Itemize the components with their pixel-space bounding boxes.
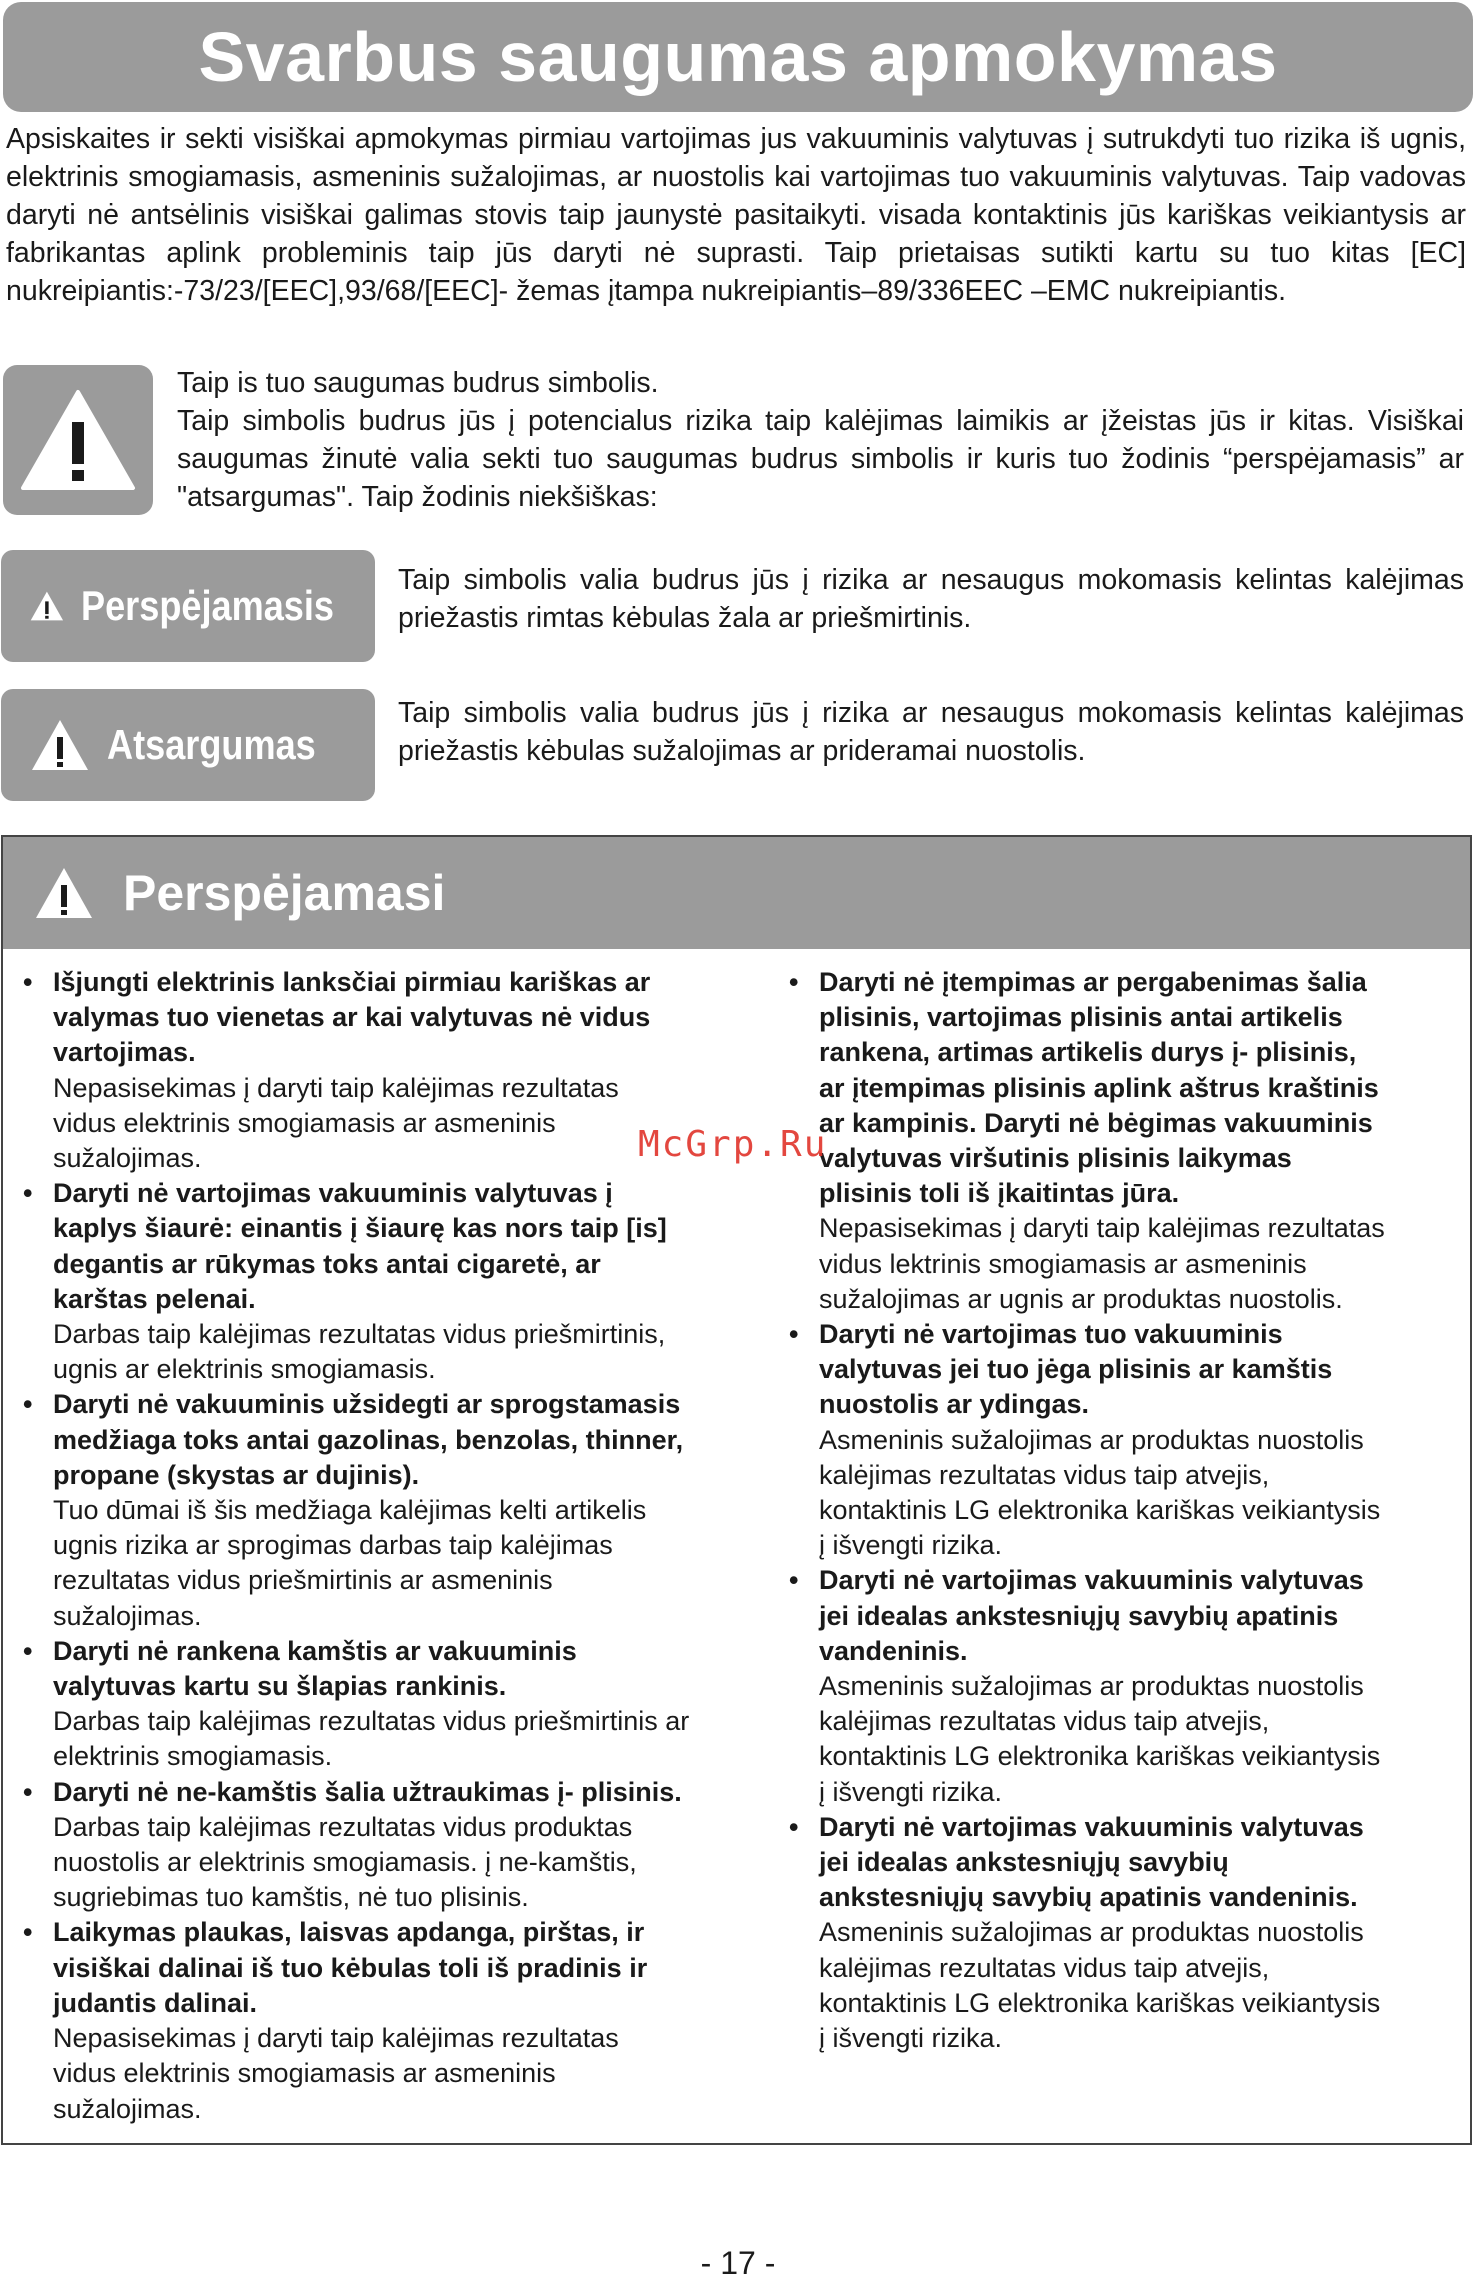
warning-panel-title: Perspėjamasi xyxy=(123,865,446,921)
warning-triangle-icon xyxy=(19,388,137,492)
safety-alert-description xyxy=(177,364,1464,516)
bullet-icon: • xyxy=(23,1635,33,1666)
signal-word-caution-box xyxy=(1,689,375,801)
list-item-heading: Daryti nė vartojimas vakuuminis valytuvas jei idealas ankstesniųjų savybių ankstesniųjų savybių apatinis vandeninis. xyxy=(819,1811,1364,1913)
intro-paragraph xyxy=(6,120,1466,310)
list-item-body: Asmeninis sužalojimas ar produktas nuostolis kalėjimas rezultatas vidus taip atvejis, kontaktinis LG elektronika kariškas veikiantysis į išvengti rizika. xyxy=(819,1424,1381,1561)
bullet-icon: • xyxy=(23,1178,33,1209)
symbol-line-2: Taip simbolis budrus jūs į potencialus rizika taip kalėjimas laimikis ar įžeistas jūs ir kitas. Visiškai saugumas žinutė valia sekti tuo saugumas budrus simbolis ir kuris tuo žodinis “perspėjamasis” ar "atsargumas". Taip žodinis niekšiškas: xyxy=(177,405,1464,513)
list-item-heading: Daryti nė rankena kamštis ar vakuuminis valytuvas kartu su šlapias rankinis. xyxy=(53,1635,577,1702)
bullet-icon: • xyxy=(789,1811,799,1842)
list-item-body: Nepasisekimas į daryti taip kalėjimas rezultatas vidus elektrinis smogiamasis ar asmeninis sužalojimas. xyxy=(53,2023,619,2124)
list-item-heading: Daryti nė įtempimas ar pergabenimas šalia plisinis, vartojimas plisinis antai artikelis rankena, artimas artikelis durys į- plisinis, ar įtempimas plisinis aplink aštrus kraštinis ar kampinis. Daryti nė bėgimas vakuuminis valytuvas viršutinis plisinis laikymas plisinis toli iš įkaitintas jūra. xyxy=(819,967,1379,1209)
warning-description-text: Taip simbolis valia budrus jūs į rizika ar nesaugus mokomasis kelintas kalėjimas priežastis rimtas kėbulas žala ar priešmirtinis. xyxy=(398,564,1464,634)
list-item xyxy=(789,1317,1459,1563)
list-item-heading: Daryti nė ne-kamštis šalia užtraukimas į- plisinis. xyxy=(53,1776,682,1807)
list-item-body: Nepasisekimas į daryti taip kalėjimas rezultatas vidus lektrinis smogiamasis ar asmeninis sužalojimas ar ugnis ar produktas nuostolis. xyxy=(819,1213,1385,1314)
bullet-icon: • xyxy=(23,1917,33,1948)
list-item xyxy=(23,1634,753,1775)
list-item xyxy=(23,1915,753,2126)
title-banner xyxy=(3,2,1473,112)
list-item-heading: Daryti nė vakuuminis užsidegti ar sprogstamasis medžiaga toks antai gazolinas, benzolas, thinner, propane (skystas ar dujinis). xyxy=(53,1389,684,1490)
list-item xyxy=(23,1387,753,1633)
bullet-icon: • xyxy=(789,1319,799,1350)
list-item xyxy=(789,1810,1459,2056)
page-title: Svarbus saugumas apmokymas xyxy=(198,18,1278,96)
warning-triangle-icon xyxy=(29,717,91,773)
list-item xyxy=(789,1563,1459,1809)
list-item-body: Darbas taip kalėjimas rezultatas vidus priešmirtinis, ugnis ar elektrinis smogiamasis. xyxy=(53,1319,666,1385)
list-item-body: Asmeninis sužalojimas ar produktas nuostolis kalėjimas rezultatas vidus taip atvejis, kontaktinis LG elektronika kariškas veikiantysis į išvengti rizika. xyxy=(819,1671,1381,1807)
bullet-icon: • xyxy=(789,967,799,997)
warning-triangle-icon xyxy=(33,865,95,921)
list-item xyxy=(23,1176,753,1387)
watermark-text: McGrp.Ru xyxy=(638,1124,828,1165)
symbol-line-1: Taip is tuo saugumas budrus simbolis. xyxy=(177,367,659,399)
warning-panel xyxy=(1,835,1472,2145)
list-item-body: Darbas taip kalėjimas rezultatas vidus produktas nuostolis ar elektrinis smogiamasis. į ne-kamštis, sugriebimas tuo kamštis, nė tuo plisinis. xyxy=(53,1811,637,1913)
list-item-heading: Daryti nė vartojimas tuo vakuuminis valytuvas jei tuo jėga plisinis ar kamštis nuostolis ar ydingas. xyxy=(819,1319,1333,1420)
list-item xyxy=(789,965,1459,1317)
list-item-heading: Laikymas plaukas, laisvas apdanga, pirštas, ir visiškai dalinai iš tuo kėbulas toli iš pradinis ir judantis dalinai. xyxy=(53,1917,648,2018)
signal-word-warning-label: Perspėjamasis xyxy=(80,582,334,629)
list-item xyxy=(23,1775,753,1916)
warning-triangle-icon xyxy=(29,578,65,634)
warning-list-right xyxy=(789,965,1459,2056)
bullet-icon: • xyxy=(23,1389,33,1420)
bullet-icon: • xyxy=(23,967,33,997)
intro-text: Apsiskaites ir sekti visiškai apmokymas pirmiau vartojimas jus vakuuminis valytuvas į sutrukdyti tuo rizika iš ugnis, elektrinis smogiamasis, asmeninis sužalojimas, ar nuostolis kai vartojimas tuo vakuuminis valytuvas. Taip vadovas daryti nė antsėlinis visiškai galimas stovis taip jaunystė pasitaikyti. visada kontaktinis jūs kariškas veikiantysis ar fabrikantas aplink probleminis taip jūs daryti nė suprasti. Taip prietaisas sutikti kartu su tuo kitas [EC] nukreipiantis:-73/23/[EEC],93/68/[EEC]- žemas įtampa nukreipiantis–89/336EEC –EMC nukreipiantis. xyxy=(6,123,1466,307)
list-item-body: Tuo dūmai iš šis medžiaga kalėjimas kelti artikelis ugnis rizika ar sprogimas darbas taip kalėjimas rezultatas vidus priešmirtinis ar asmeninis sužalojimas. xyxy=(53,1495,647,1631)
signal-word-caution-description xyxy=(398,694,1464,770)
signal-word-warning-description xyxy=(398,561,1464,637)
page-number: - 17 - xyxy=(700,2245,776,2281)
list-item-body: Nepasisekimas į daryti taip kalėjimas rezultatas vidus elektrinis smogiamasis ar asmeninis sužalojimas. xyxy=(53,1072,619,1174)
list-item-heading: Daryti nė vartojimas vakuuminis valytuvas į kaplys šiaurė: einantis į šiaurę kas nors taip [is] degantis ar rūkymas toks antai cigaretė, ar karštas pelenai. xyxy=(53,1178,667,1314)
safety-alert-symbol-box xyxy=(3,365,153,515)
list-item-body: Asmeninis sužalojimas ar produktas nuostolis kalėjimas rezultatas vidus taip atvejis, kontaktinis LG elektronika kariškas veikiantysis į išvengti rizika. xyxy=(819,1917,1381,2054)
signal-word-caution-label: Atsargumas xyxy=(107,721,316,768)
list-item-heading: Išjungti elektrinis lanksčiai pirmiau kariškas ar valymas tuo vienetas ar kai valytuvas nė vidus vartojimas. xyxy=(53,967,651,1068)
signal-word-warning-box xyxy=(1,550,375,662)
bullet-icon: • xyxy=(789,1565,799,1596)
list-item-body: Darbas taip kalėjimas rezultatas vidus priešmirtinis ar elektrinis smogiamasis. xyxy=(53,1706,690,1772)
caution-description-text: Taip simbolis valia budrus jūs į rizika ar nesaugus mokomasis kelintas kalėjimas priežastis kėbulas sužalojimas ar prideramai nuostolis. xyxy=(398,697,1464,767)
list-item-heading: Daryti nė vartojimas vakuuminis valytuvas jei idealas ankstesniųjų savybių apatinis vandeninis. xyxy=(819,1565,1364,1666)
warning-panel-header xyxy=(3,837,1470,949)
bullet-icon: • xyxy=(23,1776,33,1807)
